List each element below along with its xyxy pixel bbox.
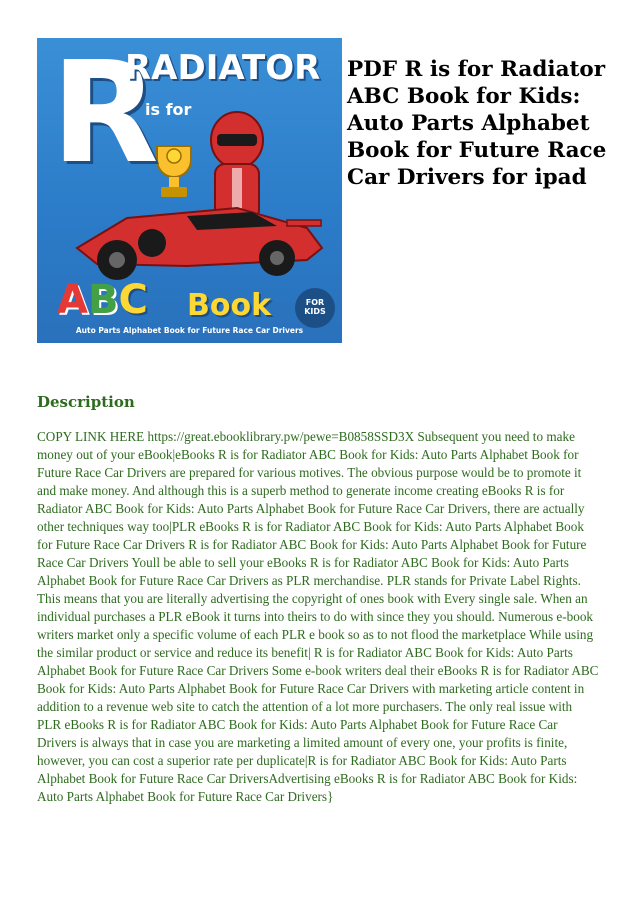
description-body: COPY LINK HERE https://great.ebooklibrary.pw/pewe=B0858SSD3X Subsequent you need to make money out of your eBook|eBooks R is for Radiator ABC Book for Kids: Auto Parts Alphabet Book for Future Race Car Drivers are prepared for various motives. The obvious purpose would be to promote it and make money. And although this is a superb method to generate income creating eBooks R is for Radiator ABC Book for Kids: Auto Parts Alphabet Book for Future Race Car Drivers, there are actually other techniques way too|PLR eBooks R is for Radiator ABC Book for Kids: Auto Parts Alphabet Book for Future Race Car Drivers R is for Radiator ABC Book for Kids: Auto Parts Alphabet Book for Future Race Car Drivers Youll be able to sell your eBooks R is for Radiator ABC Book for Kids: Auto Parts Alphabet Book for Future Race Car Drivers as PLR merchandise. PLR stands for Private Label Rights. This means that you are literally advertising the copyright of ones book with Every single sale. When an individual purchases a PLR eBook it turns into theirs to do with since they you should. Numerous e-book writers market only a specific volume of each PLR e book so as to not flood the marketplace While using the similar product or service and reduce its benefit| R is for Radiator ABC Book for Kids: Auto Parts Alphabet Book for Future Race Car Drivers Some e-book writers deal their eBooks R is for Radiator ABC Book for Kids: Auto Parts Alphabet Book for Future Race Car Drivers with marketing article content in addition to a revenue web site to catch the attention of a lot more purchasers. The only real issue with PLR eBooks R is for Radiator ABC Book for Kids: Auto Parts Alphabet Book for Future Race Car Drivers is always that in case you are marketing a limited amount of every one, your profits is finite, however, you can cost a superior rate per duplicate|R is for Radiator ABC Book for Kids: Auto Parts Alphabet Book for Future Race Car DriversAdvertising eBooks R is for Radiator ABC Book for Kids: Auto Parts Alphabet Book for Future Race Car Drivers} — [37, 429, 599, 804]
cover-is-for: is for — [145, 100, 192, 119]
cover-letter-c: C — [118, 277, 148, 323]
book-cover-image — [37, 38, 342, 343]
cover-word: RADIATOR — [125, 48, 321, 88]
cover-big-letter: R — [51, 38, 159, 195]
cover-for-kids-badge: FOR KIDS — [295, 288, 335, 328]
cover-letter-a: A — [57, 277, 88, 323]
description-heading: Description — [37, 393, 135, 411]
book-title: PDF R is for Radiator ABC Book for Kids: Auto Parts Alphabet Book for Future Race Car Drivers for ipad — [347, 57, 607, 190]
cover-abc-letters — [57, 277, 148, 323]
cover-book-word: Book — [187, 288, 272, 323]
cover-letter-b: B — [87, 277, 119, 323]
cover-subtitle: Auto Parts Alphabet Book for Future Race Car Drivers — [75, 326, 304, 335]
